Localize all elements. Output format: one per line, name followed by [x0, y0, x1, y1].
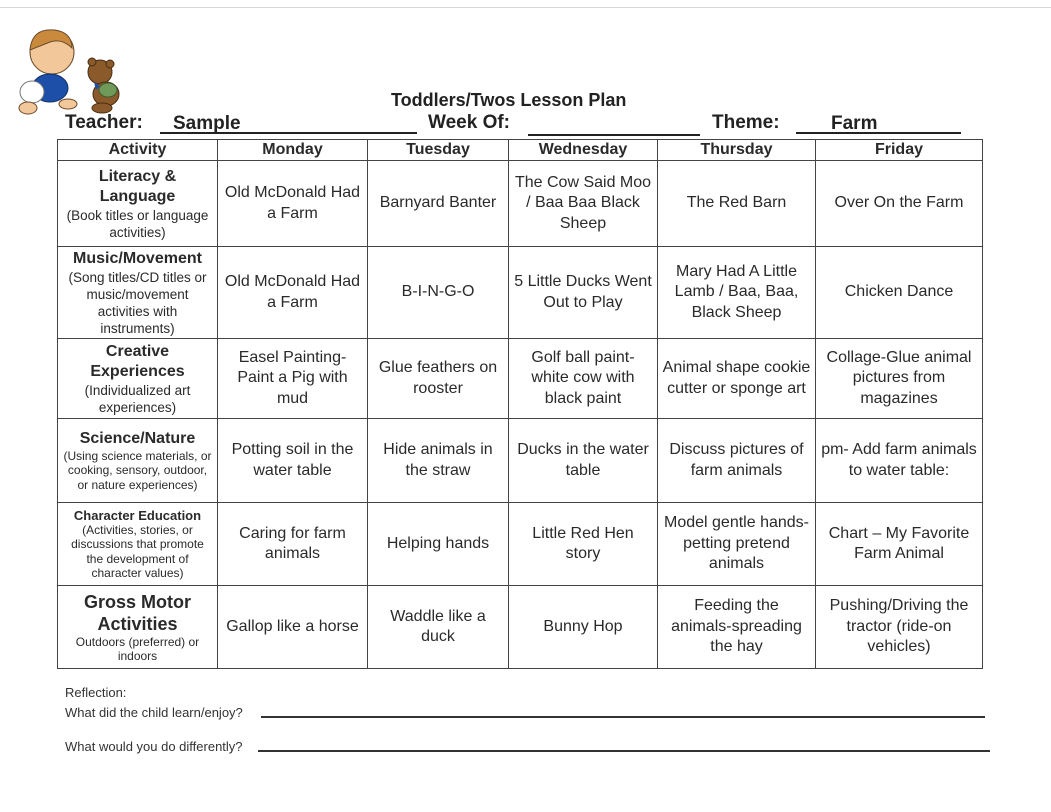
activity-title: Literacy & Language [98, 167, 177, 205]
plan-cell-thursday[interactable]: Feeding the animals-spreading the hay [658, 586, 816, 669]
activity-title: Science/Nature [79, 429, 196, 447]
plan-cell-monday[interactable]: Gallop like a horse [218, 586, 368, 669]
plan-cell-friday[interactable]: Pushing/Driving the tractor (ride-on vehicles) [816, 586, 983, 669]
reflection-answer-learn-line[interactable] [261, 716, 985, 718]
theme-label: Theme: [712, 112, 780, 133]
plan-cell-tuesday[interactable]: Barnyard Banter [368, 161, 509, 247]
activity-cell [58, 161, 218, 247]
plan-cell-friday[interactable]: Chicken Dance [816, 247, 983, 339]
plan-cell-wednesday[interactable]: Little Red Hen story [509, 503, 658, 586]
table-row [58, 161, 983, 247]
plan-cell-monday[interactable]: Old McDonald Had a Farm [218, 161, 368, 247]
page-title: Toddlers/Twos Lesson Plan [391, 90, 627, 110]
reflection-question-differently: What would you do differently? [65, 739, 243, 754]
baby-and-teddy-bear-clipart [10, 20, 130, 120]
activity-cell [58, 247, 218, 339]
table-row [58, 586, 983, 669]
plan-cell-monday[interactable]: Old McDonald Had a Farm [218, 247, 368, 339]
plan-cell-friday[interactable]: Collage-Glue animal pictures from magazines [816, 339, 983, 419]
reflection-label: Reflection: [65, 685, 127, 700]
plan-cell-friday[interactable]: Over On the Farm [816, 161, 983, 247]
column-header-monday: Monday [218, 140, 368, 161]
activity-title: Gross Motor Activities [83, 591, 191, 634]
table-row [58, 247, 983, 339]
plan-cell-tuesday[interactable]: Helping hands [368, 503, 509, 586]
activity-cell [58, 586, 218, 669]
column-header-thursday: Thursday [658, 140, 816, 161]
plan-cell-tuesday[interactable]: Hide animals in the straw [368, 419, 509, 503]
column-header-friday: Friday [816, 140, 983, 161]
plan-cell-thursday[interactable]: Mary Had A Little Lamb / Baa, Baa, Black Sheep [658, 247, 816, 339]
plan-cell-friday[interactable]: Chart – My Favorite Farm Animal [816, 503, 983, 586]
activity-description: Outdoors (preferred) or indoors [75, 634, 200, 663]
table-row [58, 339, 983, 419]
table-row [58, 503, 983, 586]
plan-cell-thursday[interactable]: The Red Barn [658, 161, 816, 247]
teacher-field[interactable]: Sample [160, 112, 417, 134]
plan-cell-wednesday[interactable]: Ducks in the water table [509, 419, 658, 503]
activity-description: (Using science materials, or cooking, sensory, outdoor, or nature experiences) [63, 448, 212, 492]
plan-cell-tuesday[interactable]: B-I-N-G-O [368, 247, 509, 339]
activity-cell [58, 339, 218, 419]
lesson-plan-table [57, 139, 983, 669]
column-header-wednesday: Wednesday [509, 140, 658, 161]
reflection-answer-differently-line[interactable] [258, 750, 990, 752]
activity-cell [58, 503, 218, 586]
theme-field[interactable]: Farm [796, 112, 961, 134]
week-of-field[interactable] [528, 112, 700, 136]
activity-title: Character Education [73, 507, 202, 523]
table-row [58, 419, 983, 503]
activity-description: (Activities, stories, or discussions that promote the development of character values) [71, 522, 204, 580]
plan-cell-wednesday[interactable]: The Cow Said Moo / Baa Baa Black Sheep [509, 161, 658, 247]
activity-title: Music/Movement [73, 249, 202, 267]
activity-cell [58, 419, 218, 503]
plan-cell-wednesday[interactable]: 5 Little Ducks Went Out to Play [509, 247, 658, 339]
plan-cell-tuesday[interactable]: Waddle like a duck [368, 586, 509, 669]
scan-edge-line [0, 7, 1051, 8]
activity-title: Creative Experiences [90, 342, 185, 380]
teacher-label: Teacher: [65, 112, 143, 133]
plan-cell-thursday[interactable]: Model gentle hands-petting pretend animals [658, 503, 816, 586]
column-header-activity: Activity [58, 140, 218, 161]
plan-cell-monday[interactable]: Caring for farm animals [218, 503, 368, 586]
reflection-question-learn: What did the child learn/enjoy? [65, 705, 243, 720]
column-header-tuesday: Tuesday [368, 140, 509, 161]
table-header-row [58, 140, 983, 161]
plan-cell-thursday[interactable]: Discuss pictures of farm animals [658, 419, 816, 503]
plan-cell-tuesday[interactable]: Glue feathers on rooster [368, 339, 509, 419]
activity-description: (Song titles/CD titles or music/movement activities with instruments) [68, 269, 207, 336]
plan-cell-monday[interactable]: Easel Painting-Paint a Pig with mud [218, 339, 368, 419]
activity-description: (Book titles or language activities) [66, 207, 209, 240]
plan-cell-wednesday[interactable]: Bunny Hop [509, 586, 658, 669]
activity-description: (Individualized art experiences) [84, 382, 191, 415]
plan-cell-wednesday[interactable]: Golf ball paint-white cow with black paint [509, 339, 658, 419]
plan-cell-friday[interactable]: pm- Add farm animals to water table: [816, 419, 983, 503]
plan-cell-thursday[interactable]: Animal shape cookie cutter or sponge art [658, 339, 816, 419]
plan-cell-monday[interactable]: Potting soil in the water table [218, 419, 368, 503]
week-of-label: Week Of: [428, 112, 511, 133]
